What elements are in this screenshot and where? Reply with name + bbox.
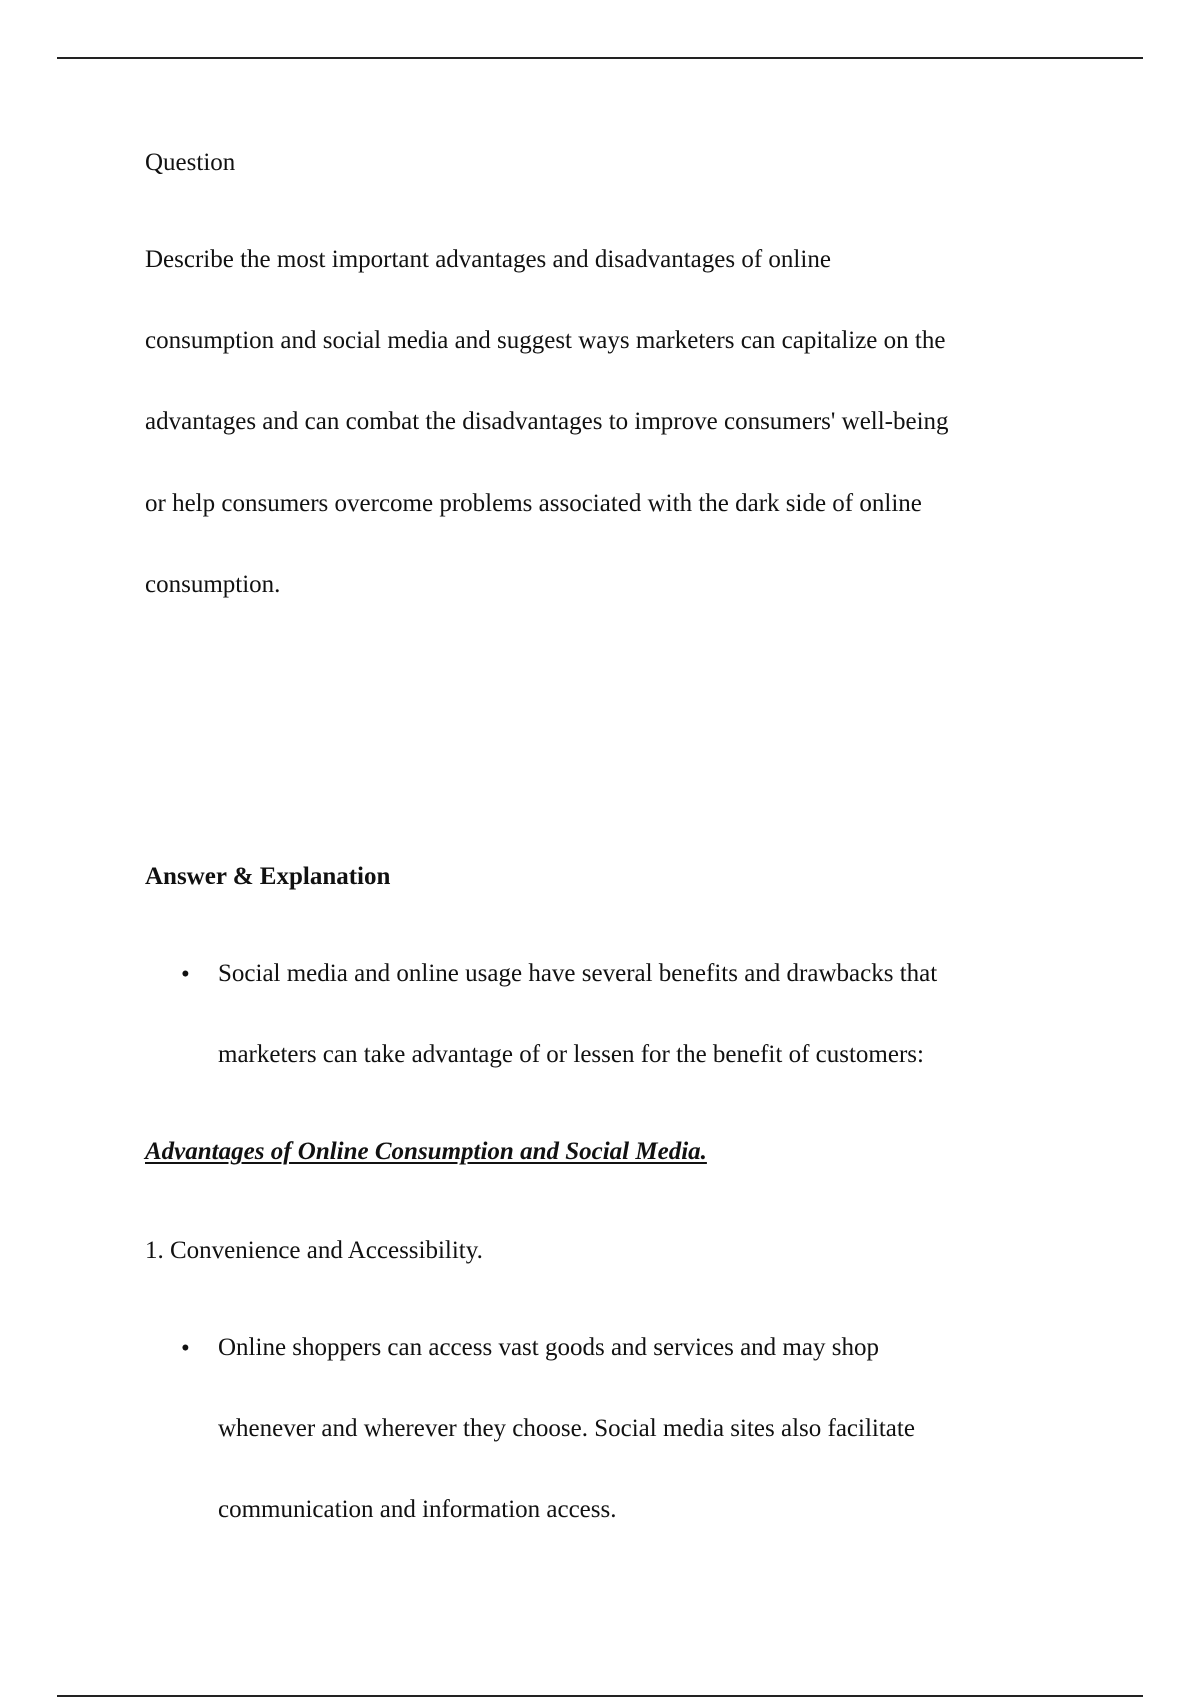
intro-bullet-line-1: Social media and online usage have several benefits and drawbacks that [218,960,938,987]
question-line-4: or help consumers overcome problems associated with the dark side of online [145,490,922,517]
intro-bullet-line-2: marketers can take advantage of or lessen for the benefit of customers: [218,1041,924,1068]
question-line-2: consumption and social media and suggest ways marketers can capitalize on the [145,327,946,354]
answer-heading: Answer & Explanation [145,863,391,890]
item-1-bullet-line-1: Online shoppers can access vast goods and services and may shop [218,1334,879,1361]
item-1-bullet-line-3: communication and information access. [218,1496,617,1523]
item-1-bullet-line-2: whenever and wherever they choose. Social media sites also facilitate [218,1415,915,1442]
bullet-icon: • [181,961,190,988]
question-line-5: consumption. [145,571,281,598]
footer-rule [57,1695,1143,1697]
header-rule [57,57,1143,59]
question-label: Question [145,149,236,176]
question-line-1: Describe the most important advantages and disadvantages of online [145,246,831,273]
question-line-3: advantages and can combat the disadvantages to improve consumers' well-being [145,408,949,435]
item-1-title: 1. Convenience and Accessibility. [145,1237,483,1264]
bullet-icon: • [181,1335,190,1362]
advantages-heading: Advantages of Online Consumption and Social Media. [145,1138,707,1165]
